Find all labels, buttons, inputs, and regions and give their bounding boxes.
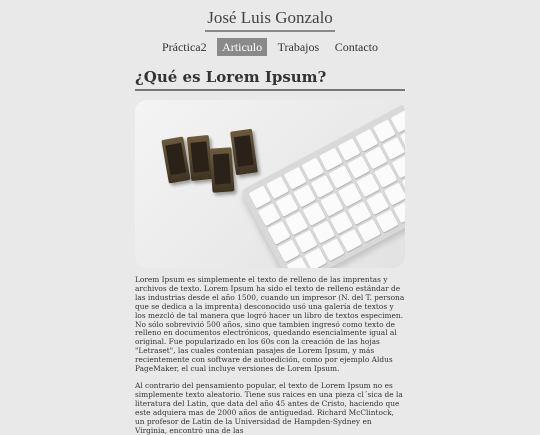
- type-block: [209, 147, 234, 192]
- article-heading: ¿Qué es Lorem Ipsum?: [135, 68, 405, 91]
- type-blocks-and-keyboard-image: [135, 100, 405, 268]
- article: [135, 68, 405, 435]
- nav-item-trabajos[interactable]: Trabajos: [277, 40, 320, 54]
- type-block: [230, 129, 258, 176]
- keyboard-icon: [240, 102, 405, 268]
- article-paragraph: Al contrario del pensamiento popular, el texto de Lorem Ipsum no es simplemente texto aleatorio. Tiene sus raices en una pieza cl´sica de la literatura del Latin, que data del año 45 antes de Cristo, haciendo que este adquiera mas de 2000 años de antiguedad. Richard McClintock, un profesor de Latin de la Universidad de Hampden-Sydney en Virginia, encontró una de las: [135, 380, 403, 435]
- site-header: [0, 0, 540, 56]
- nav-item-contacto[interactable]: Contacto: [334, 40, 379, 54]
- article-paragraph: Lorem Ipsum es simplemente el texto de relleno de las imprentas y archivos de texto. Lorem Ipsum ha sido el texto de relleno estándar de las industrias desde el año 1500, cuando un impresor (N. del T. persona que se dedica a la imprenta) desconocido usó una galería de textos y los mezcló de tal manera que logró hacer un libro de textos especimen. No sólo sobrevivió 500 años, sino que tambien ingresó como texto de relleno en documentos electrónicos, quedando esencialmente igual al original. Fue popularizado en los 60s con la creación de las hojas "Letraset", las cuales contenian pasajes de Lorem Ipsum, y más recientemente con software de autoedición, como por ejemplo Aldus PageMaker, el cual incluye versiones de Lorem Ipsum.: [135, 275, 405, 374]
- type-block: [161, 136, 190, 183]
- nav-item-practica2[interactable]: Práctica2: [161, 40, 207, 54]
- site-title: José Luis Gonzalo: [205, 8, 335, 32]
- main-nav: [0, 38, 540, 56]
- nav-item-articulo[interactable]: Articulo: [217, 38, 267, 56]
